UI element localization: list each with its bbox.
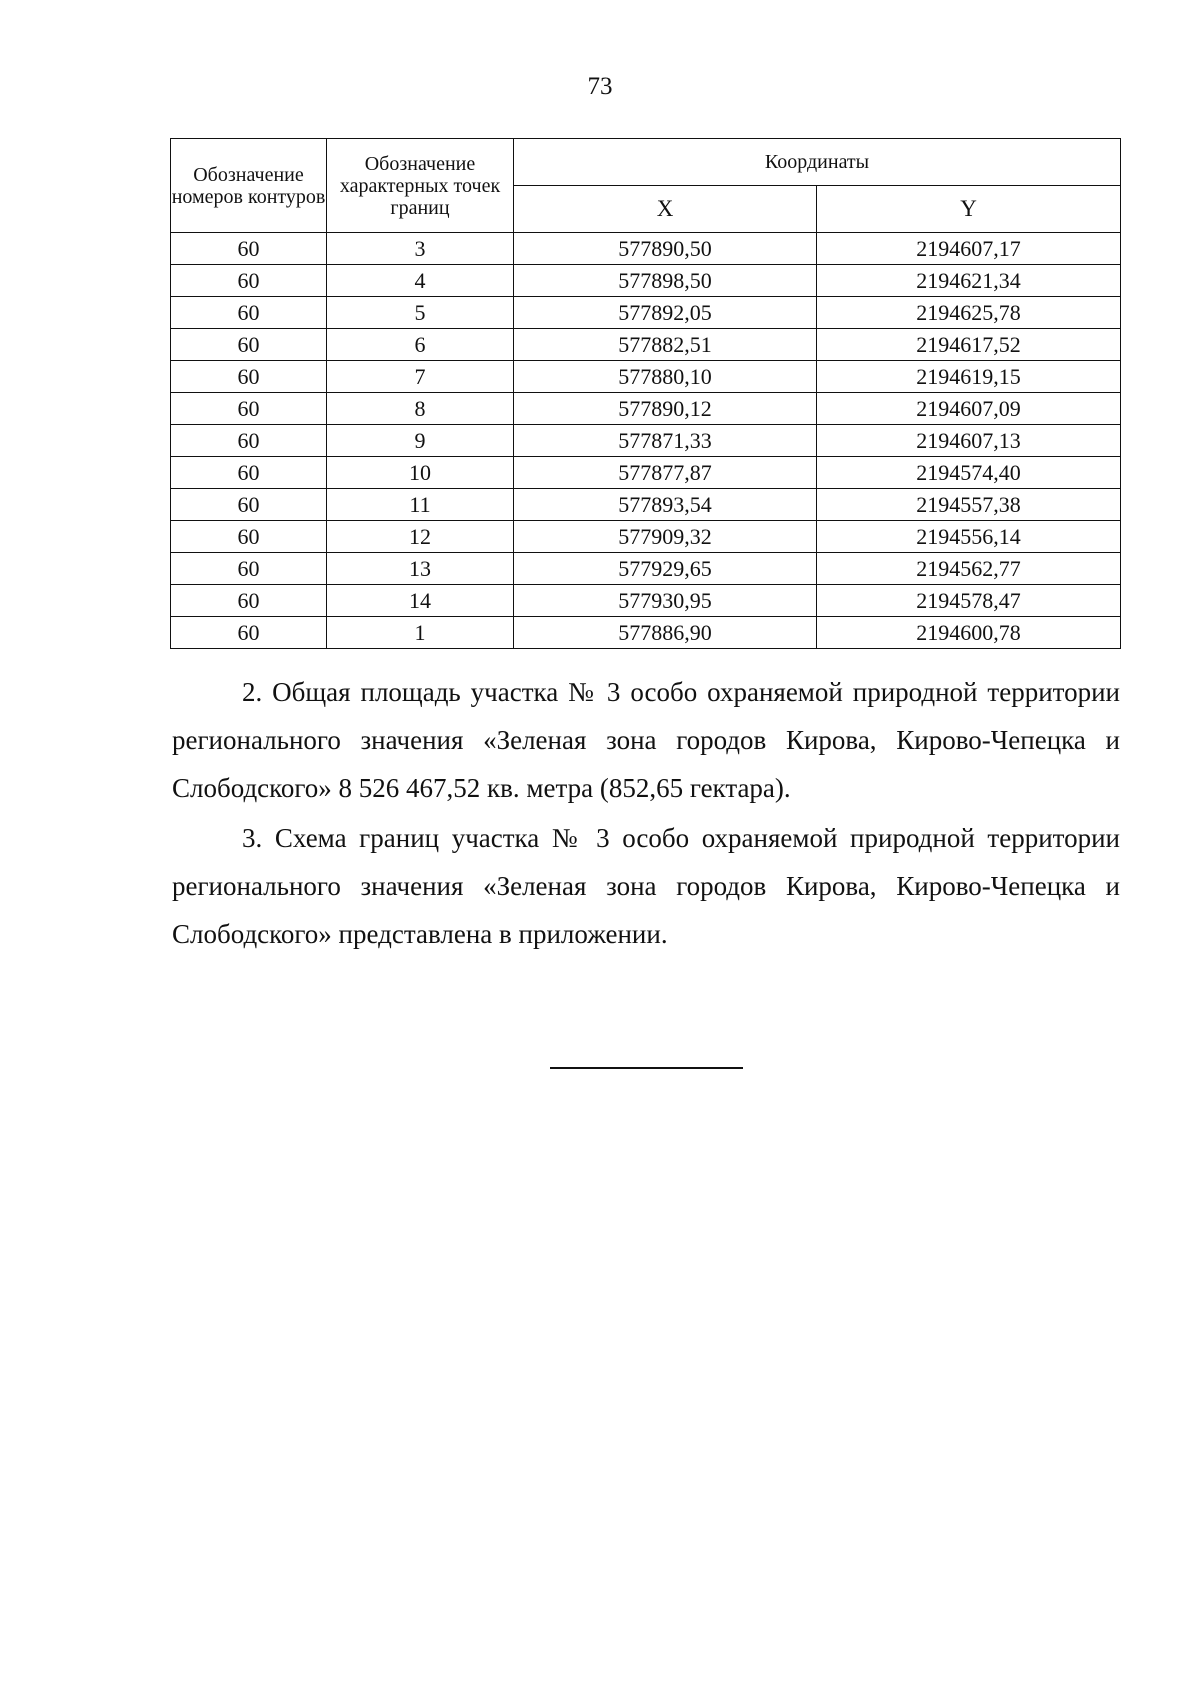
cell-contour: 60 xyxy=(171,521,327,553)
table-row xyxy=(171,585,1121,617)
header-y: Y xyxy=(817,186,1121,233)
cell-contour: 60 xyxy=(171,361,327,393)
paragraph-boundary-scheme-text: 3. Схема границ участка № 3 особо охраняемой природной территории регионального значения «Зеленая зона городов Кирова, Кирово-Чепецка и Слободского» представлена в приложении. xyxy=(172,823,1120,949)
table-row xyxy=(171,425,1121,457)
cell-point: 3 xyxy=(327,233,514,265)
cell-point: 8 xyxy=(327,393,514,425)
table-row xyxy=(171,329,1121,361)
cell-y: 2194574,40 xyxy=(817,457,1121,489)
cell-point: 6 xyxy=(327,329,514,361)
cell-point: 10 xyxy=(327,457,514,489)
cell-x: 577909,32 xyxy=(514,521,817,553)
header-contour-number: Обозначение номеров контуров xyxy=(171,139,327,233)
cell-x: 577929,65 xyxy=(514,553,817,585)
cell-point: 7 xyxy=(327,361,514,393)
cell-contour: 60 xyxy=(171,329,327,361)
cell-x: 577890,50 xyxy=(514,233,817,265)
header-x: X xyxy=(514,186,817,233)
cell-contour: 60 xyxy=(171,265,327,297)
table-row xyxy=(171,457,1121,489)
cell-x: 577882,51 xyxy=(514,329,817,361)
cell-y: 2194607,13 xyxy=(817,425,1121,457)
cell-x: 577892,05 xyxy=(514,297,817,329)
cell-x: 577880,10 xyxy=(514,361,817,393)
cell-point: 1 xyxy=(327,617,514,649)
table-row xyxy=(171,361,1121,393)
table-body xyxy=(171,233,1121,649)
table-row xyxy=(171,489,1121,521)
table-row xyxy=(171,393,1121,425)
cell-y: 2194607,17 xyxy=(817,233,1121,265)
paragraph-total-area xyxy=(172,668,1120,812)
cell-y: 2194619,15 xyxy=(817,361,1121,393)
cell-contour: 60 xyxy=(171,297,327,329)
cell-y: 2194562,77 xyxy=(817,553,1121,585)
page-number: 73 xyxy=(587,73,613,100)
cell-point: 9 xyxy=(327,425,514,457)
cell-contour: 60 xyxy=(171,457,327,489)
cell-contour: 60 xyxy=(171,553,327,585)
cell-contour: 60 xyxy=(171,393,327,425)
cell-x: 577871,33 xyxy=(514,425,817,457)
cell-y: 2194600,78 xyxy=(817,617,1121,649)
cell-x: 577890,12 xyxy=(514,393,817,425)
cell-y: 2194578,47 xyxy=(817,585,1121,617)
cell-contour: 60 xyxy=(171,233,327,265)
cell-contour: 60 xyxy=(171,489,327,521)
cell-x: 577898,50 xyxy=(514,265,817,297)
header-coordinates: Координаты xyxy=(514,139,1121,186)
header-boundary-point: Обозначение характерных точек границ xyxy=(327,139,514,233)
cell-point: 11 xyxy=(327,489,514,521)
cell-x: 577893,54 xyxy=(514,489,817,521)
table-row xyxy=(171,521,1121,553)
cell-point: 12 xyxy=(327,521,514,553)
cell-y: 2194607,09 xyxy=(817,393,1121,425)
cell-contour: 60 xyxy=(171,585,327,617)
end-divider xyxy=(550,1067,743,1069)
cell-y: 2194625,78 xyxy=(817,297,1121,329)
cell-x: 577930,95 xyxy=(514,585,817,617)
paragraph-boundary-scheme xyxy=(172,814,1120,958)
cell-x: 577886,90 xyxy=(514,617,817,649)
cell-y: 2194557,38 xyxy=(817,489,1121,521)
cell-point: 13 xyxy=(327,553,514,585)
cell-x: 577877,87 xyxy=(514,457,817,489)
cell-point: 5 xyxy=(327,297,514,329)
table-row xyxy=(171,265,1121,297)
table-row xyxy=(171,617,1121,649)
paragraph-total-area-text: 2. Общая площадь участка № 3 особо охраняемой природной территории регионального значения «Зеленая зона городов Кирова, Кирово-Чепецка и Слободского» 8 526 467,52 кв. метра (852,65 гектара). xyxy=(172,677,1120,803)
cell-point: 4 xyxy=(327,265,514,297)
table-row xyxy=(171,297,1121,329)
cell-y: 2194621,34 xyxy=(817,265,1121,297)
cell-point: 14 xyxy=(327,585,514,617)
cell-contour: 60 xyxy=(171,617,327,649)
table-row xyxy=(171,553,1121,585)
cell-y: 2194556,14 xyxy=(817,521,1121,553)
table-row xyxy=(171,233,1121,265)
cell-y: 2194617,52 xyxy=(817,329,1121,361)
cell-contour: 60 xyxy=(171,425,327,457)
coordinates-table xyxy=(170,138,1121,649)
